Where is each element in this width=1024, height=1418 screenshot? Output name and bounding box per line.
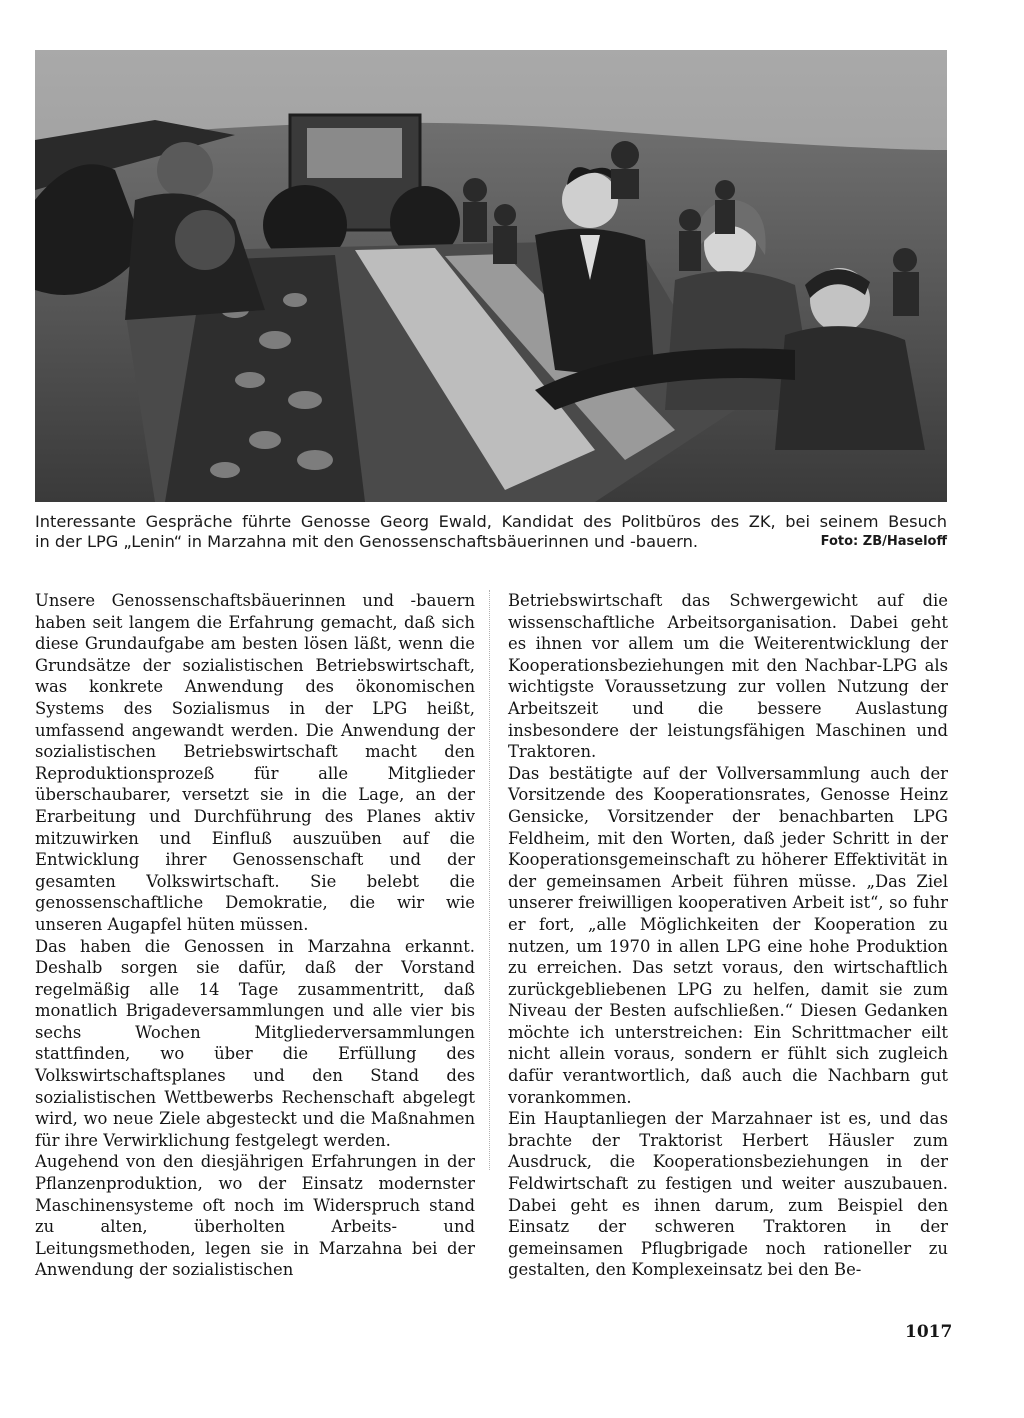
page-number: 1017 [905,1322,953,1342]
caption-line-1: Interessante Gespräche führte Genosse Georg Ewald, Kandidat des Politbüros des ZK, bei seinem Besuch [35,512,947,531]
press-photo [35,50,947,502]
photo-caption [35,512,955,552]
paragraph: Das bestätigte auf der Vollversammlung auch der Vorsitzende des Kooperationsrates, Genosse Heinz Gensicke, Vorsitzender der benachbarten LPG Feldheim, mit den Worten, daß jeder Schritt in der Kooperationsgemeinschaft zu höherer Effektivität in der gemeinsamen Arbeit führen müsse. „Das Ziel unserer freiwilligen kooperativen Arbeit ist“, so fuhr er fort, „alle Möglichkeiten der Kooperation zu nutzen, um 1970 in allen LPG eine hohe Produktion zu erreichen. Das setzt voraus, den wirtschaftlich zurückgebliebenen LPG zu helfen, damit sie zum Niveau der Besten aufschließen.“ Diesen Gedanken möchte ich unterstreichen: Ein Schrittmacher eilt nicht allein voraus, sondern er fühlt sich zugleich dafür verantwortlich, daß auch die Nachbarn gut vorankommen. [508,763,948,1107]
left-column [35,590,475,1281]
paragraph: Unsere Genossenschaftsbäuerinnen und -bauern haben seit langem die Erfahrung gemacht, daß sich diese Grundaufgabe am besten lösen läßt, wenn die Grundsätze der sozialistischen Betriebswirtschaft, was konkrete Anwendung des ökonomischen Systems des Sozialismus in der LPG heißt, umfassend angewandt werden. Die Anwendung der sozialistischen Betriebswirtschaft macht den Reproduktionsprozeß für alle Mitglieder überschaubarer, versetzt sie in die Lage, an der Erarbeitung und Durchführung des Planes aktiv mitzuwirken und Einfluß auszuüben auf die Entwicklung ihrer Genossenschaft und der gesamten Volkswirtschaft. Sie belebt die genossenschaftliche Demokratie, die wir wie unseren Augapfel hüten müssen. [35,591,475,934]
paragraph: Betriebswirtschaft das Schwergewicht auf die wissenschaftliche Arbeitsorganisation. Dabei geht es ihnen vor allem um die Weiterentwicklung der Kooperationsbeziehungen mit den Nachbar-LPG als wichtigste Voraussetzung zur vollen Nutzung der Arbeitszeit und die bessere Auslastung insbesondere der leistungsfähigen Maschinen und Traktoren. [508,591,948,762]
photo-credit: Foto: ZB/Haseloff [820,534,947,549]
column-divider [489,590,491,1170]
photo-illustration [35,50,947,502]
paragraph: Augehend von den diesjährigen Erfahrungen in der Pflanzenproduktion, wo der Einsatz modernster Maschinensysteme oft noch im Widerspruch stand zu alten, überholten Arbeits- und Leitungsmethoden, legen sie in Marzahna bei der Anwendung der sozialistischen [35,1152,475,1280]
right-column [508,590,948,1281]
caption-line-2: in der LPG „Lenin“ in Marzahna mit den Genossenschaftsbäuerinnen und -bauern. [35,532,698,551]
paragraph: Das haben die Genossen in Marzahna erkannt. Deshalb sorgen sie dafür, daß der Vorstand regelmäßig alle 14 Tage zusammentritt, daß monatlich Brigadeversammlungen und alle vier bis sechs Wochen Mitgliederversammlungen stattfinden, wo über die Erfüllung des Volkswirtschaftsplanes und den Stand des sozialistischen Wettbewerbs Rechenschaft abgelegt wird, wo neue Ziele abgesteckt und die Maßnahmen für ihre Verwirklichung festgelegt werden. [35,936,475,1150]
paragraph: Ein Hauptanliegen der Marzahnaer ist es, und das brachte der Traktorist Herbert Häusler zum Ausdruck, die Kooperationsbeziehungen in der Feldwirtschaft zu festigen und weiter auszubauen. Dabei geht es ihnen darum, zum Beispiel den Einsatz der schweren Traktoren in der gemeinsamen Pflugbrigade noch rationeller zu gestalten, den Komplexeinsatz bei den Be- [508,1109,948,1280]
